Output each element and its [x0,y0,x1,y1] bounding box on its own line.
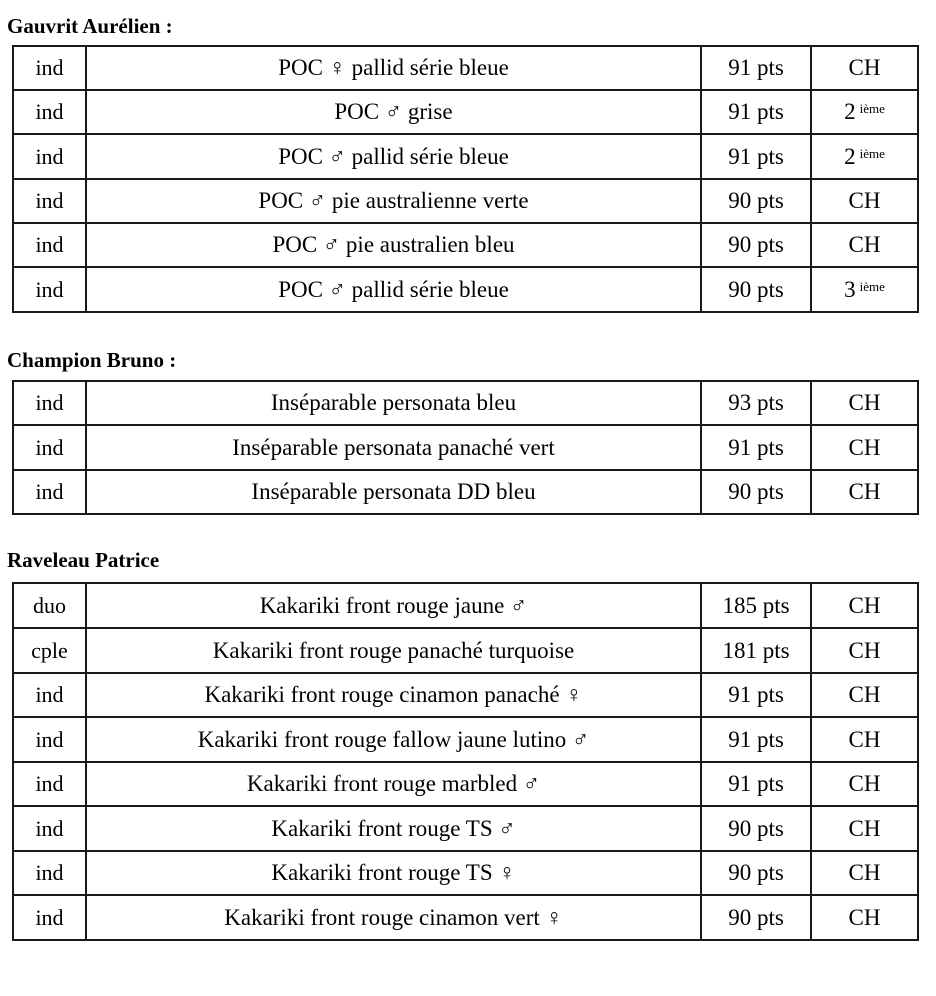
points-cell: 90 pts [701,179,811,223]
table-row [13,806,918,851]
description-cell: POC ♂ pie australienne verte [86,179,701,223]
description-cell: POC ♂ pallid série bleue [86,134,701,179]
table-row [13,179,918,223]
rank-cell [811,179,918,223]
points-cell: 90 pts [701,806,811,851]
table-row [13,583,918,628]
description-cell: Inséparable personata bleu [86,381,701,425]
points-cell: 91 pts [701,717,811,762]
rank-cell [811,673,918,717]
points-cell: 91 pts [701,46,811,90]
category-cell: duo [13,583,86,628]
results-table [12,45,919,313]
rank-cell [811,46,918,90]
rank-value: CH [848,904,881,930]
breeder-name: Raveleau Patrice [7,548,160,572]
rank-cell [811,717,918,762]
table-row [13,46,918,90]
description-cell: POC ♂ pie australien bleu [86,223,701,267]
points-cell: 181 pts [701,628,811,673]
description-cell: Inséparable personata DD bleu [86,470,701,514]
description-cell: Kakariki front rouge panaché turquoise [86,628,701,673]
rank-value: CH [848,637,881,663]
category-cell: ind [13,762,86,806]
rank-value: 2 [844,143,856,169]
description-cell: Kakariki front rouge TS ♀ [86,851,701,895]
category-cell: ind [13,470,86,514]
points-cell: 90 pts [701,223,811,267]
rank-cell [811,851,918,895]
rank-suffix: ième [859,101,885,116]
category-cell: ind [13,179,86,223]
table-row [13,673,918,717]
category-cell: ind [13,806,86,851]
rank-cell [811,470,918,514]
category-cell: cple [13,628,86,673]
description-cell: Kakariki front rouge TS ♂ [86,806,701,851]
table-row [13,90,918,134]
points-cell: 90 pts [701,470,811,514]
category-cell: ind [13,717,86,762]
description-cell: POC ♂ pallid série bleue [86,267,701,312]
category-cell: ind [13,46,86,90]
description-cell: POC ♂ grise [86,90,701,134]
rank-value: CH [848,390,881,415]
rank-suffix: ième [859,278,885,294]
points-cell: 90 pts [701,851,811,895]
table-row [13,470,918,514]
rank-cell [811,628,918,673]
points-cell: 91 pts [701,134,811,179]
table-row [13,717,918,762]
category-cell: ind [13,425,86,470]
rank-cell [811,895,918,940]
rank-value: 2 [844,99,856,124]
rank-value: 3 [844,276,856,302]
table-row [13,381,918,425]
points-cell: 90 pts [701,895,811,940]
rank-cell [811,806,918,851]
points-cell: 91 pts [701,425,811,470]
breeder-name: Gauvrit Aurélien : [7,14,173,38]
points-cell: 185 pts [701,583,811,628]
description-cell: Kakariki front rouge cinamon panaché ♀ [86,673,701,717]
table-row [13,895,918,940]
table-row [13,425,918,470]
rank-value: CH [848,815,881,841]
rank-cell [811,134,918,179]
points-cell: 93 pts [701,381,811,425]
category-cell: ind [13,223,86,267]
rank-cell [811,90,918,134]
category-cell: ind [13,381,86,425]
description-cell: Kakariki front rouge marbled ♂ [86,762,701,806]
rank-value: CH [848,860,881,885]
rank-value: CH [848,771,881,796]
description-cell: Kakariki front rouge cinamon vert ♀ [86,895,701,940]
category-cell: ind [13,673,86,717]
rank-value: CH [848,682,881,707]
rank-cell [811,267,918,312]
points-cell: 90 pts [701,267,811,312]
category-cell: ind [13,90,86,134]
table-row [13,134,918,179]
points-cell: 91 pts [701,90,811,134]
rank-cell [811,762,918,806]
category-cell: ind [13,267,86,312]
table-row [13,267,918,312]
description-cell: POC ♀ pallid série bleue [86,46,701,90]
rank-value: CH [848,479,881,504]
rank-cell [811,381,918,425]
table-row [13,628,918,673]
category-cell: ind [13,895,86,940]
points-cell: 91 pts [701,762,811,806]
description-cell: Kakariki front rouge fallow jaune lutino ♂ [86,717,701,762]
results-table [12,582,919,941]
category-cell: ind [13,134,86,179]
rank-suffix: ième [859,145,885,161]
rank-cell [811,425,918,470]
points-cell: 91 pts [701,673,811,717]
rank-value: CH [848,232,881,257]
rank-value: CH [848,726,881,752]
breeder-name: Champion Bruno : [7,348,177,372]
description-cell: Kakariki front rouge jaune ♂ [86,583,701,628]
rank-cell [811,583,918,628]
category-cell: ind [13,851,86,895]
rank-value: CH [848,188,881,213]
rank-value: CH [848,434,881,460]
table-row [13,762,918,806]
rank-cell [811,223,918,267]
table-row [13,851,918,895]
table-row [13,223,918,267]
description-cell: Inséparable personata panaché vert [86,425,701,470]
rank-value: CH [848,55,881,80]
results-table [12,380,919,515]
rank-value: CH [848,592,881,618]
